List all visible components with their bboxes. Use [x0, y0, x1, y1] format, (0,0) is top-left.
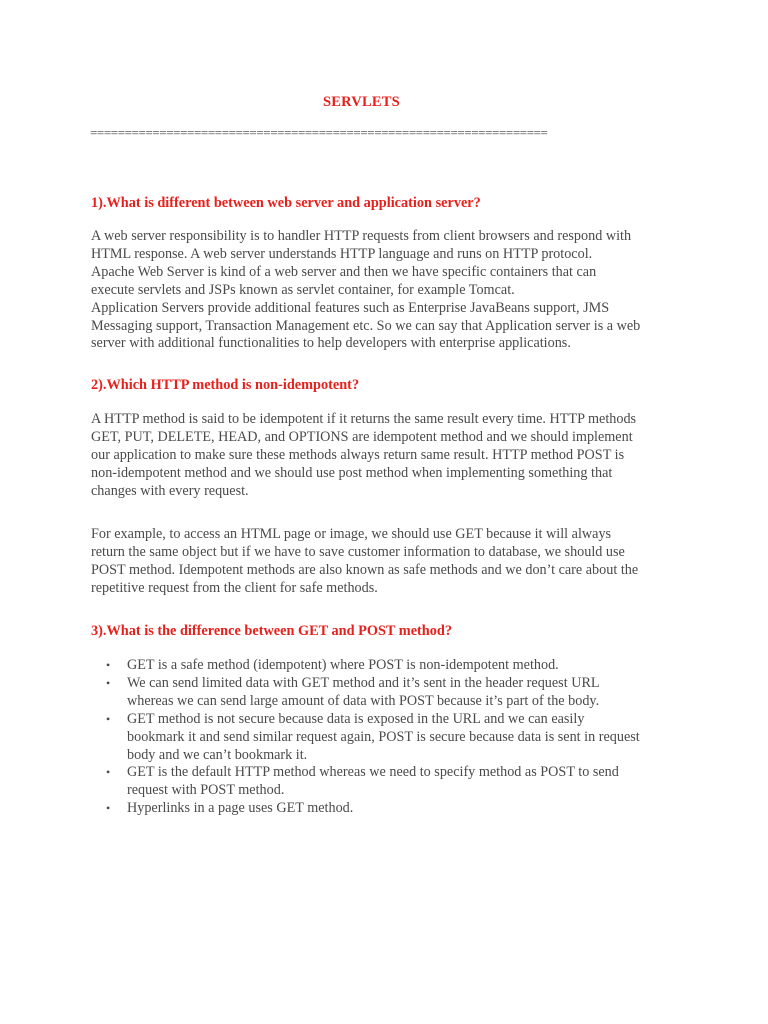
list-item: [91, 675, 691, 711]
separator-line: ==================================================================: [90, 125, 548, 140]
text-line: whereas we can send large amount of data with POST because it’s part of the body.: [127, 692, 600, 709]
list-item: [91, 711, 691, 765]
bullet-icon: •: [106, 658, 111, 672]
question-2-heading: 2).Which HTTP method is non-idempotent?: [91, 377, 360, 393]
text-line: changes with every request.: [91, 482, 249, 499]
text-line: A HTTP method is said to be idempotent if it returns the same result every time. HTTP methods: [91, 411, 637, 427]
question-1-heading: 1).What is different between web server and application server?: [91, 195, 481, 211]
bullet-icon: •: [106, 711, 111, 726]
answer-1-paragraph: [91, 228, 691, 353]
text-line: Application Servers provide additional features such as Enterprise JavaBeans support, JMS: [91, 299, 610, 316]
text-line: We can send limited data with GET method and it’s sent in the header request URL: [127, 674, 600, 691]
answer-2-paragraph-1: [91, 411, 691, 501]
text-line: GET method is not secure because data is exposed in the URL and we can easily: [127, 710, 585, 727]
text-line: execute servlets and JSPs known as servlet container, for example Tomcat.: [91, 281, 515, 298]
text-line: For example, to access an HTML page or image, we should use GET because it will always: [91, 526, 612, 542]
text-line: A web server responsibility is to handler HTTP requests from client browsers and respond with: [91, 228, 632, 244]
list-item: [91, 800, 691, 818]
text-line: Apache Web Server is kind of a web server and then we have specific containers that can: [91, 263, 597, 280]
list-item: [91, 657, 691, 675]
question-3-heading: 3).What is the difference between GET and POST method?: [91, 623, 453, 639]
bullet-icon: •: [106, 675, 111, 690]
text-line: GET is a safe method (idempotent) where POST is non-idempotent method.: [127, 657, 559, 673]
bullet-icon: •: [106, 801, 111, 816]
list-item: [91, 764, 691, 800]
text-line: Messaging support, Transaction Management etc. So we can say that Application server is a web: [91, 317, 641, 334]
text-line: our application to make sure these methods always return same result. HTTP method POST is: [91, 446, 625, 463]
text-line: server with additional functionalities to help developers with enterprise applications.: [91, 335, 571, 352]
text-line: bookmark it and send similar request again, POST is secure because data is sent in request: [127, 728, 640, 745]
text-line: GET, PUT, DELETE, HEAD, and OPTIONS are idempotent method and we should implement: [91, 428, 633, 445]
text-line: non-idempotent method and we should use post method when implementing something that: [91, 464, 613, 481]
text-line: GET is the default HTTP method whereas we need to specify method as POST to send: [127, 764, 619, 781]
text-line: body and we can’t bookmark it.: [127, 746, 308, 763]
text-line: HTML response. A web server understands HTTP language and runs on HTTP protocol.: [91, 245, 593, 262]
answer-2-paragraph-2: [91, 526, 691, 598]
bullet-icon: •: [106, 765, 111, 780]
document-title: SERVLETS: [323, 94, 400, 110]
text-line: repetitive request from the client for safe methods.: [91, 579, 378, 596]
text-line: request with POST method.: [127, 782, 285, 799]
answer-3-bullet-list: [91, 657, 691, 818]
text-line: Hyperlinks in a page uses GET method.: [127, 800, 354, 817]
text-line: return the same object but if we have to save customer information to database, we should use: [91, 543, 625, 560]
text-line: POST method. Idempotent methods are also known as safe methods and we don’t care about the: [91, 561, 639, 578]
